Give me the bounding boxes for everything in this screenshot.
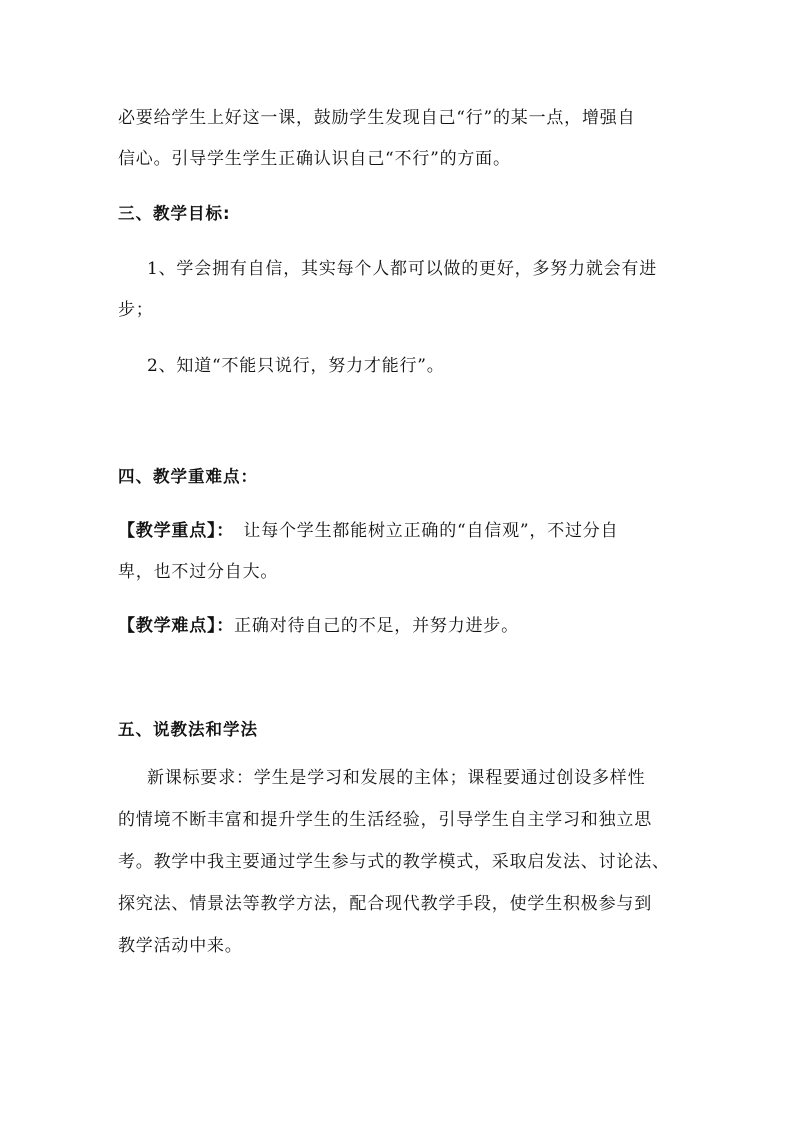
methods-paragraph-line: 的情境不断丰富和提升学生的生活经验，引导学生自主学习和独立思 xyxy=(118,810,652,830)
methods-paragraph-line: 新课标要求：学生是学习和发展的主体；课程要通过创设多样性 xyxy=(147,768,646,788)
difficult-point-text: 正确对待自己的不足，并努力进步。 xyxy=(234,616,519,636)
objective-item-1: 1、学会拥有自信，其实每个人都可以做的更好，多努力就会有进 xyxy=(147,259,658,279)
paragraph-line: 信心。引导学生学生正确认识自己“不行”的方面。 xyxy=(118,149,511,169)
objective-item-2: 2、知道“不能只说行，努力才能行”。 xyxy=(147,356,445,376)
key-point-line-continued: 卑，也不过分自大。 xyxy=(118,562,279,582)
key-point-label: 【教学重点】： xyxy=(118,521,226,541)
methods-paragraph-line: 探究法、情景法等教学方法，配合现代教学手段，使学生积极参与到 xyxy=(118,894,652,914)
difficult-point-label: 【教学难点】： xyxy=(118,616,235,636)
key-point-text: 让每个学生都能树立正确的“自信观”，不过分自 xyxy=(225,521,619,541)
paragraph-line: 必要给学生上好这一课，鼓励学生发现自己“行”的某一点，增强自 xyxy=(118,108,636,128)
difficult-point-line xyxy=(118,614,519,638)
key-point-line xyxy=(118,519,618,543)
objective-item-1-continued: 步； xyxy=(118,300,154,320)
section-heading-objectives: 三、教学目标: xyxy=(118,204,231,223)
section-heading-key-points: 四、教学重难点： xyxy=(118,467,258,486)
section-heading-methods: 五、说教法和学法 xyxy=(118,720,258,739)
methods-paragraph-line: 教学活动中来。 xyxy=(118,936,243,956)
methods-paragraph-line: 考。教学中我主要通过学生参与式的教学模式，采取启发法、讨论法、 xyxy=(118,852,670,872)
